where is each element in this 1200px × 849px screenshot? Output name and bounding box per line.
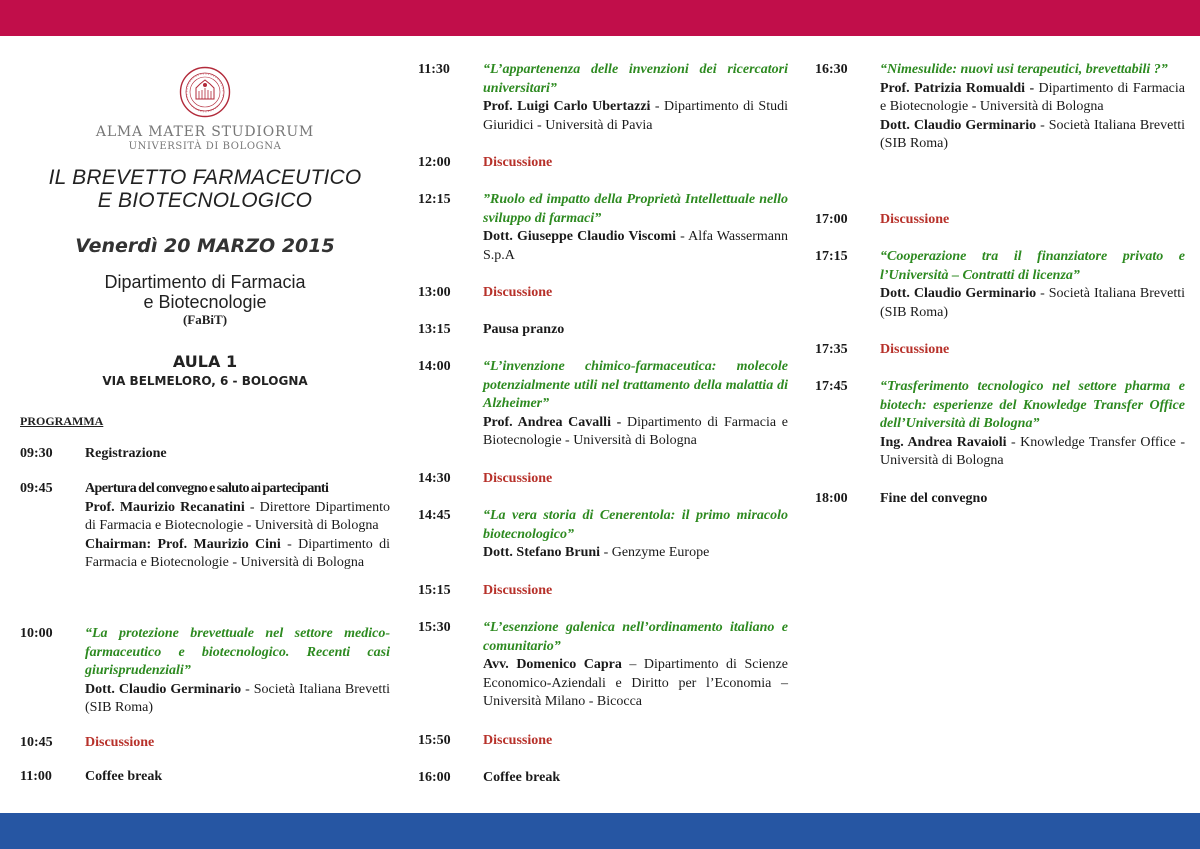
item-time: 11:00 (20, 769, 52, 784)
item-time: 14:00 (418, 359, 451, 374)
item-time: 18:00 (815, 491, 848, 506)
item-title: Coffee break (85, 769, 163, 784)
speaker: Dott. Claudio Germinario - Società Italiana Brevetti (SIB Roma) (880, 117, 1185, 151)
program-item (418, 470, 788, 489)
program-item (20, 445, 390, 464)
discussion-label: Discussione (483, 733, 553, 748)
program-item (418, 582, 788, 601)
item-time: 09:30 (20, 446, 53, 461)
talk-title: “L’esenzione galenica nell’ordinamento italiano e comunitario” (483, 620, 788, 654)
program-item (418, 358, 788, 451)
item-title: Pausa pranzo (483, 322, 565, 337)
item-time: 12:15 (418, 192, 451, 207)
program-item (418, 154, 788, 173)
item-time: 15:50 (418, 733, 451, 748)
program-item (815, 490, 1185, 509)
item-time: 16:30 (815, 62, 848, 77)
event-title: IL BREVETTO FARMACEUTICO E BIOTECNOLOGICO (48, 166, 362, 212)
program-item (418, 769, 788, 788)
item-time: 13:00 (418, 285, 451, 300)
room-name: AULA 1 (172, 352, 238, 371)
program-heading: PROGRAMMA (20, 414, 104, 428)
speaker: Prof. Patrizia Romualdi - Dipartimento di Farmacia e Biotecnologie - Università di Bologna (880, 80, 1185, 114)
university-seal-icon (179, 66, 231, 118)
program-item (20, 625, 390, 718)
item-title: Apertura del convegno e saluto ai partecipanti (85, 481, 329, 496)
university-name: UNIVERSITÀ DI BOLOGNA (128, 141, 282, 152)
program-item (418, 321, 788, 340)
item-time: 14:30 (418, 471, 451, 486)
department-name: Dipartimento di Farmacia e Biotecnologie (FaBiT) (20, 272, 390, 328)
talk-title: “Cooperazione tra il finanziatore privato e l’Università – Contratti di licenza” (880, 249, 1185, 283)
program-item (20, 768, 390, 787)
program-item (815, 211, 1185, 230)
program-item (815, 248, 1185, 322)
item-time: 17:45 (815, 379, 848, 394)
discussion-label: Discussione (483, 471, 553, 486)
item-time: 10:45 (20, 735, 53, 750)
discussion-label: Discussione (483, 155, 553, 170)
speaker: Ing. Andrea Ravaioli - Knowledge Transfer Office - Università di Bologna (880, 434, 1185, 468)
bottom-color-band (0, 813, 1200, 849)
program-item (418, 284, 788, 303)
program-item (815, 378, 1185, 471)
discussion-label: Discussione (483, 583, 553, 598)
item-time: 10:00 (20, 626, 53, 641)
speaker: Dott. Claudio Germinario - Società Italiana Brevetti (SIB Roma) (85, 681, 390, 715)
item-time: 17:00 (815, 212, 848, 227)
speaker: Dott. Stefano Bruni - Genzyme Europe (483, 545, 710, 560)
item-time: 13:15 (418, 322, 451, 337)
talk-title: “Trasferimento tecnologico nel settore pharma e biotech: esperienze del Knowledge Transfer Office dell’Università di Bologna” (880, 379, 1185, 431)
item-title: Registrazione (85, 446, 167, 461)
talk-title: “L’appartenenza delle invenzioni dei ricercatori universitari” (483, 62, 788, 96)
discussion-label: Discussione (880, 342, 950, 357)
item-time: 09:45 (20, 481, 53, 496)
talk-title: ”Ruolo ed impatto della Proprietà Intellettuale nello sviluppo di farmaci” (483, 192, 788, 226)
item-time: 17:15 (815, 249, 848, 264)
item-time: 17:35 (815, 342, 848, 357)
item-time: 15:30 (418, 620, 451, 635)
talk-title: “La protezione brevettuale nel settore medico-farmaceutico e biotecnologico. Recenti casi giurisprudenziali” (85, 626, 390, 678)
item-time: 12:00 (418, 155, 451, 170)
program-item (418, 619, 788, 712)
item-time: 11:30 (418, 62, 450, 77)
talk-title: “Nimesulide: nuovi usi terapeutici, brevettabili ?” (880, 62, 1168, 77)
top-color-band (0, 0, 1200, 36)
program-item (815, 341, 1185, 360)
department-abbreviation: (FaBiT) (182, 312, 228, 327)
talk-title: “L’invenzione chimico-farmaceutica: molecole potenzialmente utili nel trattamento della malattia di Alzheimer” (483, 359, 788, 411)
discussion-label: Discussione (483, 285, 553, 300)
speaker: Prof. Maurizio Recanatini - Direttore Dipartimento di Farmacia e Biotecnologie - Università di Bologna (85, 499, 391, 533)
speaker: Prof. Luigi Carlo Ubertazzi - Dipartimento di Studi Giuridici - Università di Pavia (483, 99, 788, 133)
event-date: Venerdì 20 MARZO 2015 (75, 235, 335, 257)
item-title: Fine del convegno (880, 491, 988, 506)
program-item (418, 61, 788, 135)
talk-title: “La vera storia di Cenerentola: il primo miracolo biotecnologico” (483, 508, 788, 542)
alma-mater-label: ALMA MATER STUDIORUM (95, 124, 315, 140)
venue-address: VIA BELMELORO, 6 - BOLOGNA (102, 374, 308, 388)
speaker: Avv. Domenico Capra – Dipartimento di Scienze Economico-Aziendali e Diritto per l’Economia – Università Milano - Bicocca (483, 657, 788, 709)
program-item (418, 191, 788, 265)
speaker: Prof. Andrea Cavalli - Dipartimento di Farmacia e Biotecnologie - Università di Bologna (483, 414, 788, 448)
discussion-label: Discussione (880, 212, 950, 227)
program-item (418, 732, 788, 751)
speaker: Dott. Giuseppe Claudio Viscomi - Alfa Wassermann S.p.A (483, 229, 788, 263)
item-time: 16:00 (418, 770, 451, 785)
item-time: 14:45 (418, 508, 451, 523)
item-title: Coffee break (483, 770, 561, 785)
program-item (418, 507, 788, 563)
discussion-label: Discussione (85, 735, 155, 750)
university-logo (20, 66, 390, 152)
chairman: Chairman: Prof. Maurizio Cini - Dipartimento di Farmacia e Biotecnologie - Università di Bologna (85, 536, 390, 570)
program-item (20, 734, 390, 753)
speaker: Dott. Claudio Germinario - Società Italiana Brevetti (SIB Roma) (880, 286, 1185, 320)
item-time: 15:15 (418, 583, 451, 598)
program-item (20, 480, 390, 573)
program-item (815, 61, 1185, 154)
